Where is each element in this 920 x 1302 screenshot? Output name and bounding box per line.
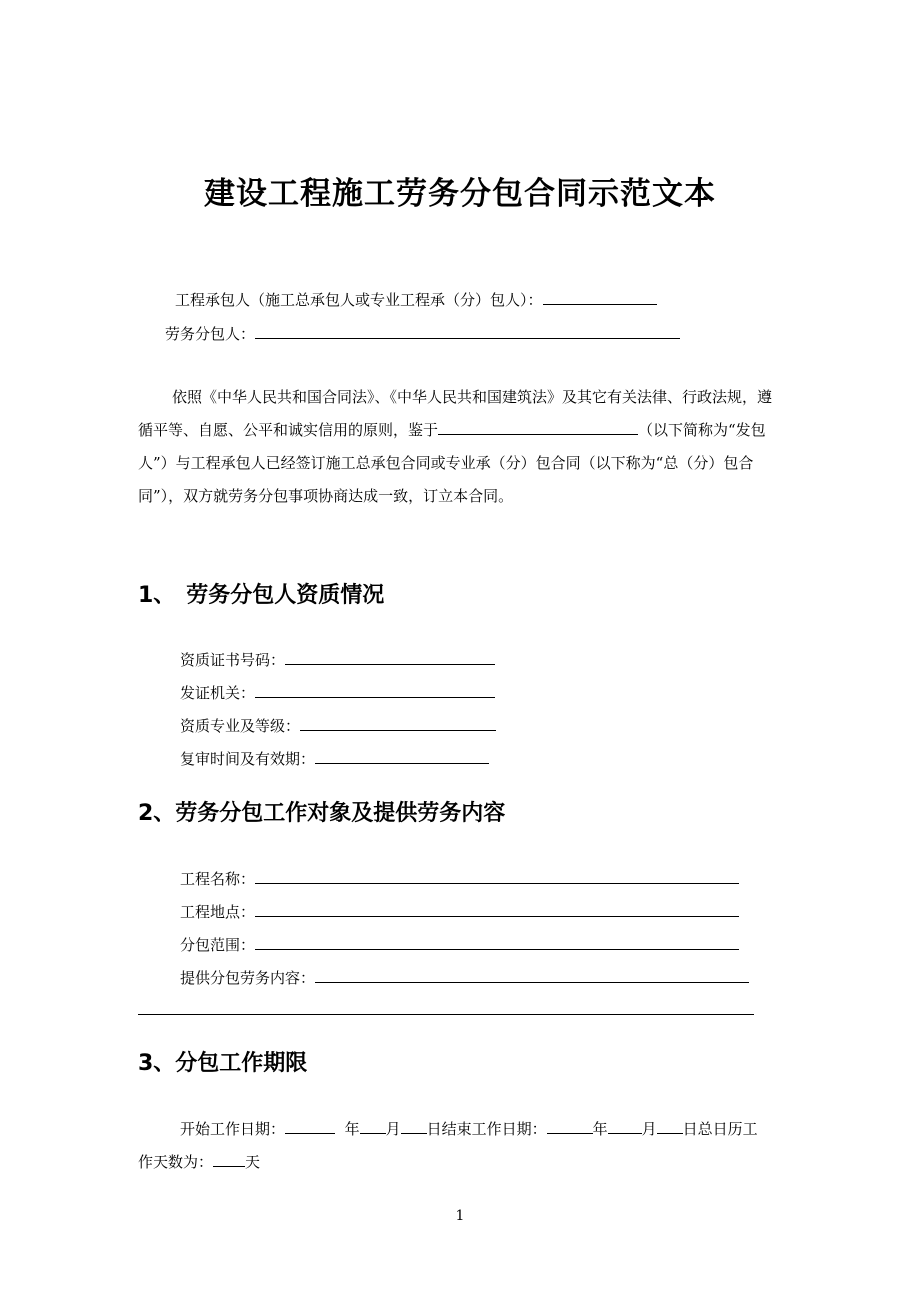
section3-heading: 3、分包工作期限 [138, 1051, 308, 1076]
s2-field-4 [180, 966, 749, 988]
s3-days-line [138, 1150, 260, 1172]
start-year-blank[interactable] [285, 1117, 335, 1134]
s2-field-2-label: 工程地点： [180, 903, 256, 921]
s1-field-4-label: 复审时间及有效期： [180, 750, 316, 768]
s1-field-3-label: 资质专业及等级： [180, 717, 301, 735]
intro-part1: 依照《中华人民共和国合同法》、《中华人民共和国建筑法》及其它有关法律、行政法规，遵循平等、自愿、公平和诚实信用的原则，鉴于 [138, 388, 773, 439]
s1-field-3 [180, 714, 496, 736]
s2-continuation-line[interactable] [138, 1014, 754, 1015]
month-label-1: 月 [385, 1120, 401, 1138]
s1-field-4 [180, 747, 489, 769]
intro-paragraph [138, 381, 784, 513]
s1-field-4-blank[interactable] [315, 747, 489, 764]
s2-field-2-blank[interactable] [255, 900, 739, 917]
s3-period-line [180, 1117, 758, 1139]
s1-field-3-blank[interactable] [300, 714, 496, 731]
day-total-label: 日总日历工 [682, 1120, 758, 1138]
subcontractor-line [165, 322, 680, 344]
s1-field-2-blank[interactable] [255, 681, 495, 698]
employer-blank[interactable] [438, 420, 638, 435]
contractor-label: 工程承包人（施工总承包人或专业工程承（分）包人）： [175, 291, 543, 309]
end-year-blank[interactable] [547, 1117, 593, 1134]
section2-heading: 2、劳务分包工作对象及提供劳务内容 [138, 801, 506, 826]
s1-field-1-blank[interactable] [285, 648, 495, 665]
s2-field-1-blank[interactable] [255, 867, 739, 884]
month-label-2: 月 [641, 1120, 657, 1138]
s2-field-4-blank[interactable] [315, 966, 749, 983]
end-day-blank[interactable] [657, 1117, 683, 1134]
s2-field-1-label: 工程名称： [180, 870, 256, 888]
subcontractor-label: 劳务分包人： [165, 325, 256, 343]
s2-field-3-label: 分包范围： [180, 936, 256, 954]
contractor-blank[interactable] [543, 288, 657, 305]
days-label: 作天数为： [138, 1153, 214, 1171]
total-days-blank[interactable] [213, 1150, 245, 1167]
year-label-2: 年 [592, 1120, 608, 1138]
end-month-blank[interactable] [608, 1117, 642, 1134]
day-end-label: 日结束工作日期： [426, 1120, 547, 1138]
section1-heading: 1、 劳务分包人资质情况 [138, 583, 385, 608]
contractor-line [175, 288, 657, 310]
s1-field-1-label: 资质证书号码： [180, 651, 286, 669]
start-label: 开始工作日期： [180, 1120, 286, 1138]
start-day-blank[interactable] [401, 1117, 427, 1134]
s1-field-1 [180, 648, 495, 670]
s2-field-3 [180, 933, 739, 955]
s1-field-2-label: 发证机关： [180, 684, 256, 702]
start-month-blank[interactable] [360, 1117, 386, 1134]
year-label-1: 年 [344, 1120, 360, 1138]
subcontractor-blank[interactable] [255, 322, 680, 339]
document-title: 建设工程施工劳务分包合同示范文本 [204, 176, 716, 212]
s1-field-2 [180, 681, 495, 703]
s2-field-1 [180, 867, 739, 889]
s2-field-2 [180, 900, 739, 922]
page-number: 1 [455, 1208, 465, 1224]
day-unit: 天 [245, 1153, 261, 1171]
s2-field-3-blank[interactable] [255, 933, 739, 950]
intro-part2: （以下简称为“发包人”）与工程承包人已经签订施工总承包合同或专业承（分）包合同（以下称为“总（分）包合同”），双方就劳务分包事项协商达成一致，订立本合同。 [138, 421, 766, 505]
s2-field-4-label: 提供分包劳务内容： [180, 969, 316, 987]
